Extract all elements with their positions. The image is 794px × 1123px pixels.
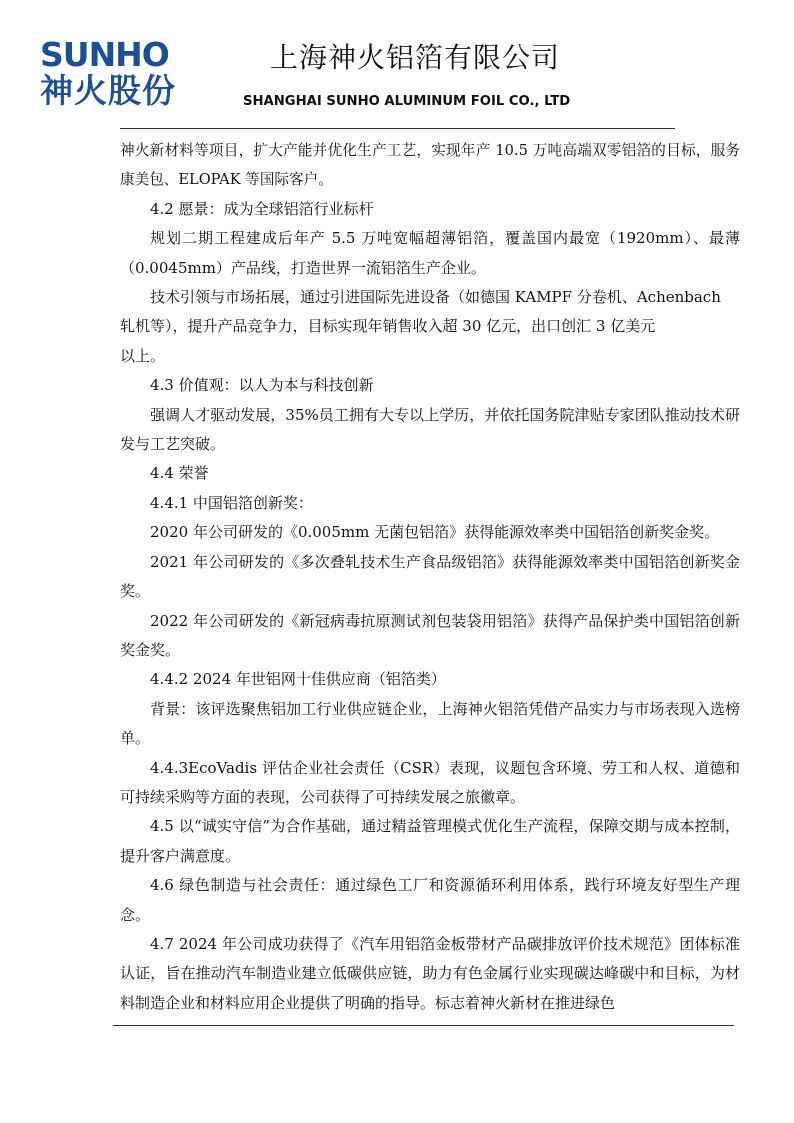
heading-honors: 4.4 荣誉 — [150, 464, 209, 483]
heading-values: 4.3 价值观：以人为本与科技创新 — [150, 376, 374, 395]
paragraph-intro: 神火新材料等项目，扩大产能并优化生产工艺，实现年产 10.5 万吨高端双零铝箔的目标，服务康美包、ELOPAK 等国际客户。 — [120, 142, 740, 189]
company-name-english: SHANGHAI SUNHO ALUMINUM FOIL CO., LTD — [243, 94, 571, 109]
company-logo — [40, 35, 180, 110]
paragraph-integrity: 4.5 以“诚实守信”为合作基础，通过精益管理模式优化生产流程，保障交期与成本控制，提升客户满意度。 — [120, 817, 740, 865]
paragraph-ecovadis: 4.4.3EcoVadis 评估企业社会责任（CSR）表现，议题包含环境、劳工和人权、道德和可持续采购等方面的表现，公司获得了可持续发展之旅徽章。 — [120, 758, 740, 806]
heading-vision: 4.2 愿景：成为全球铝箔行业标杆 — [150, 199, 374, 218]
paragraph-tech-line3: 以上。 — [120, 346, 166, 365]
logo-wordmark: SUNHO — [40, 35, 169, 74]
paragraph-green-manufacturing: 4.6 绿色制造与社会责任：通过绿色工厂和资源循环利用体系，践行环境友好型生产理念。 — [120, 876, 740, 924]
heading-supplier-award: 4.4.2 2024 年世铝网十佳供应商（铝箔类） — [150, 670, 446, 689]
paragraph-award-2020: 2020 年公司研发的《0.005mm 无菌包铝箔》获得能源效率类中国铝箔创新奖金奖。 — [150, 523, 720, 542]
paragraph-carbon-standard: 4.7 2024 年公司成功获得了《汽车用铝箔金板带材产品碳排放评价技术规范》团体标准认证，旨在推动汽车制造业建立低碳供应链，助力有色金属行业实现碳达峰碳中和目标，为材料制造企业和材料应用企业提供了明确的指导。标志着神火新材在推进绿色 — [120, 934, 740, 1012]
paragraph-tech-line2: 轧机等），提升产品竞争力，目标实现年销售收入超 30 亿元，出口创汇 3 亿美元 — [120, 317, 656, 336]
document-body — [120, 136, 740, 1018]
paragraph-award-2022: 2022 年公司研发的《新冠病毒抗原测试剂包装袋用铝箔》获得产品保护类中国铝箔创新奖金奖。 — [120, 611, 740, 659]
heading-innovation-award: 4.4.1 中国铝箔创新奖： — [150, 493, 313, 512]
paragraph-supplier-award: 背景：该评选聚焦铝加工行业供应链企业，上海神火铝箔凭借产品实力与市场表现入选榜单。 — [120, 699, 740, 748]
paragraph-tech-line1: 技术引领与市场拓展，通过引进国际先进设备（如德国 KAMPF 分卷机、Achenbach — [150, 288, 721, 307]
header-divider — [120, 128, 675, 129]
logo-chinese-name: 神火股份 — [40, 71, 176, 110]
paragraph-values: 强调人才驱动发展，35%员工拥有大专以上学历，并依托国务院津贴专家团队推动技术研发与工艺突破。 — [120, 405, 740, 454]
paragraph-award-2021: 2021 年公司研发的《多次叠轧技术生产食品级铝箔》获得能源效率类中国铝箔创新奖金奖。 — [120, 552, 740, 601]
paragraph-vision: 规划二期工程建成后年产 5.5 万吨宽幅超薄铝箔，覆盖国内最宽（1920mm）、最薄（0.0045mm）产品线，打造世界一流铝箔生产企业。 — [120, 229, 740, 277]
company-name-chinese: 上海神火铝箔有限公司 — [270, 41, 561, 74]
footer-divider — [113, 1025, 734, 1026]
